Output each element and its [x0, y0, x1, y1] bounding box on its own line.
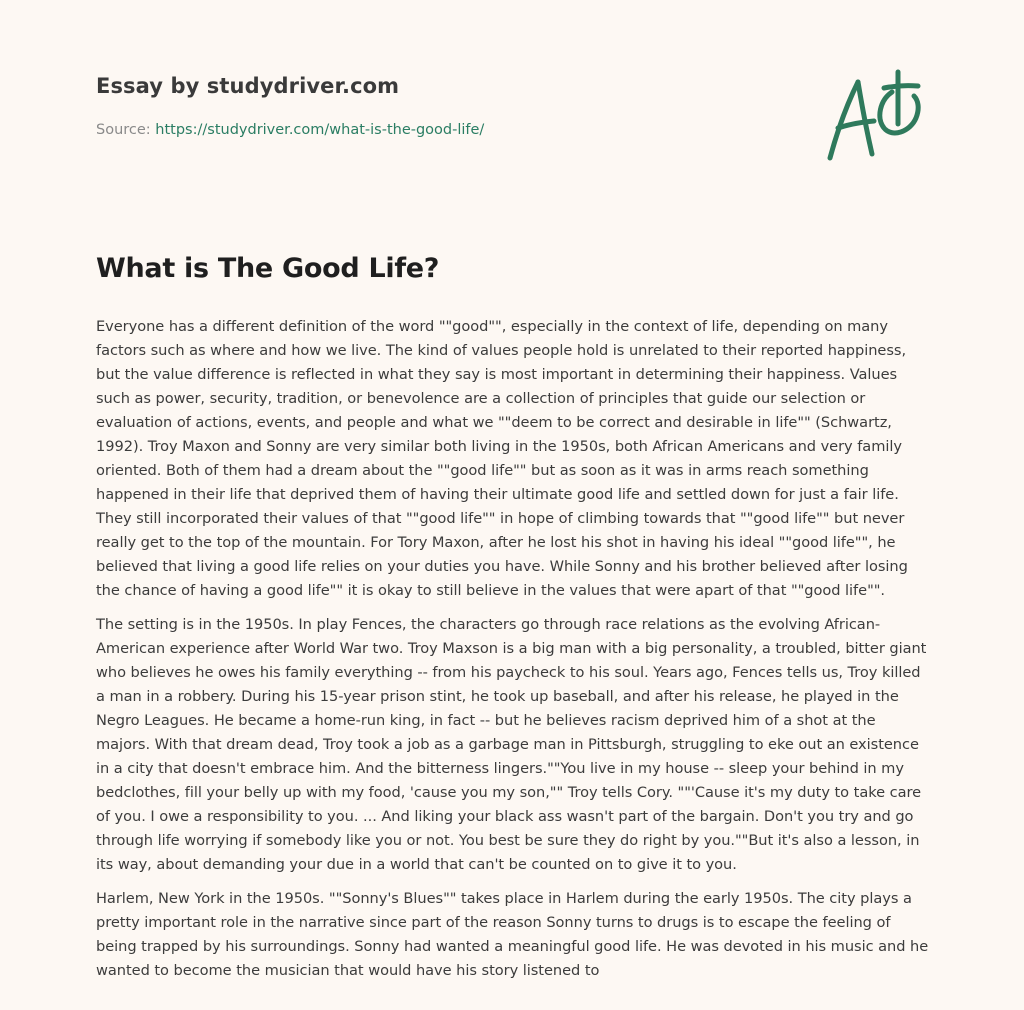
source-label: Source: — [96, 122, 156, 138]
source-link[interactable]: https://studydriver.com/what-is-the-good-life/ — [155, 122, 485, 138]
essay-header — [96, 74, 796, 138]
paragraph: Harlem, New York in the 1950s. ""Sonny's Blues"" takes place in Harlem during the early 1950s. The city plays a pretty important role in the narrative since part of the reason Sonny turns to drugs is to escape the feeling of being trapped by his surroundings. Sonny had wanted a meaningful good life. He was devoted in his music and he wanted to become the musician that would have his story listened to — [96, 890, 929, 979]
essay-source-title: Essay by studydriver.com — [96, 74, 400, 98]
source-line — [96, 122, 796, 138]
paragraph: The setting is in the 1950s. In play Fences, the characters go through race relations as the evolving African-American experience after World War two. Troy Maxson is a big man with a big personality, a troubled, bitter giant who believes he owes his family everything -- from his paycheck to his soul. Years ago, Fences tells us, Troy killed a man in a robbery. During his 15-year prison stint, he took up baseball, and after his release, he played in the Negro Leagues. He became a home-run king, in fact -- but he believes racism deprived him of a shot at the majors. With that dream dead, Troy took a job as a garbage man in Pittsburgh, struggling to eke out an existence in a city that doesn't embrace him. And the bitterness lingers.""You live in my house -- sleep your behind in my bedclothes, fill your belly up with my food, 'cause you my son,"" Troy tells Cory. ""'Cause it's my duty to take care of you. I owe a responsibility to you. ... And liking your black ass wasn't part of the bargain. Don't you try and go through life worrying if somebody like you or not. You best be sure they do right by you.""But it's also a lesson, in its way, about demanding your due in a world that can't be counted on to give it to you. — [96, 616, 927, 873]
a-plus-logo-icon — [818, 66, 930, 166]
page-title: What is The Good Life? — [96, 253, 440, 284]
paragraph: Everyone has a different definition of the word ""good"", especially in the context of life, depending on many factors such as where and how we live. The kind of values people hold is unrelated to their reported happiness, but the value difference is reflected in what they say is most important in determining their happiness. Values such as power, security, tradition, or benevolence are a collection of principles that guide our selection or evaluation of actions, events, and people and what we ""deem to be correct and desirable in life"" (Schwartz, 1992). Troy Maxon and Sonny are very similar both living in the 1950s, both African Americans and very family oriented. Both of them had a dream about the ""good life"" but as soon as it was in arms reach something happened in their life that deprived them of having their ultimate good life and settled down for just a fair life. They still incorporated their values of that ""good life"" in hope of climbing towards that ""good life"" but never really get to the top of the mountain. For Tory Maxon, after he lost his shot in having his ideal ""good life"", he believed that living a good life relies on your duties you have. While Sonny and his brother believed after losing the chance of having a good life"" it is okay to still believe in the values that were apart of that ""good life"". — [96, 318, 908, 599]
essay-body — [96, 315, 932, 993]
